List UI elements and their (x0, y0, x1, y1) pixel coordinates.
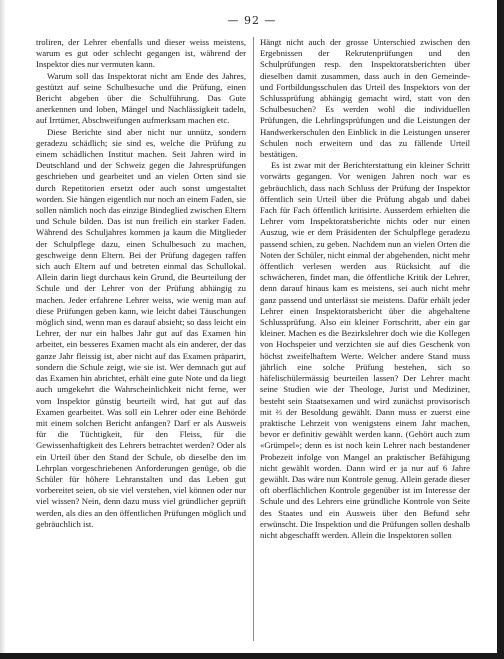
page-border-bottom (0, 653, 504, 659)
paragraph: Diese Berichte sind aber nicht nur unnütz, sondern geradezu schädlich; sie sind es, welche die Prüfung zu einem schädlichen Institut machen. Seit Jahren wird in Deutschland und der Schweiz gegen die Jahresprüfungen geschrieben und gearbeitet und an vielen Orten sind sie durch Repetitorien ersetzt oder auch sonst umgestaltet worden. Sie hängen eigentlich nur noch an einem Faden, sie sollen nämlich noch das einzige Bindeglied zwischen Eltern und Schule bilden. Das ist nun freilich ein starker Faden. Während des Schuljahres kommen ja kaum die Mitglieder der Schulpflege dazu, einen Schulbesuch zu machen, geschweige denn Eltern. Bei der Prüfung dagegen raffen sich auch Eltern auf und betreten einmal das Schullokal. Allein darin liegt durchaus kein Grund, die Beurteilung der Schule und der Lehrer von der Prüfung abhängig zu machen. Jeder erfahrene Lehrer weiss, wie wenig man auf diese Prüfungen geben kann, wie leicht dabei Täuschungen möglich sind, wenn man es darauf absieht; so dass leicht ein Lehrer, der nur ein halbes Jahr gut auf das Examen hin arbeitet, ein besseres Examen macht als ein anderer, der das ganze Jahr fleissig ist, aber nicht auf das Examen präparirt, sondern die Schule zeigt, wie sie ist. Wer demnach gut auf das Examen hin abrichtet, erhält eine gute Note und da liegt auch umgekehrt die Wahrscheinlichkeit nicht ferne, wer vom Inspektor günstig beurteilt wird, hat gut auf das Examen gearbeitet. Was soll ein Lehrer oder eine Behörde mit einem solchen Bericht anfangen? Darf er als Ausweis für die Tüchtigkeit, für den Fleiss, für die Gewissenhaftigkeit des Lehrers betrachtet werden? Oder als ein Urteil über den Stand der Schule, ob dieselbe den im Lehrplan vorgeschriebenen Anforderungen genüge, ob die Schüler für höhere Lehranstalten und das Leben gut vorbereitet seien, ob sie viel verstehen, viel können oder nur viel wissen? Nein, denn dazu muss viel gründlicher geprüft werden, als dies an den öffentlichen Prüfungen möglich und gebräuchlich ist. (36, 126, 246, 529)
column-divider (253, 37, 254, 641)
page-border-right (497, 0, 504, 659)
page-edge-shadow (0, 0, 6, 659)
paragraph: troliren, der Lehrer ebenfalls und dieser weiss meistens, warum es gut oder schlecht gegangen ist, während der Inspektor dies nur vermuten kann. (36, 37, 246, 70)
paragraph: Warum soll das Inspektorat nicht am Ende des Jahres, gestützt auf seine Schulbesuche und die Prüfung, einen Bericht abgeben über die Schulführung. Das Gute anerkennen und loben, Mängel und Nachlässigkeit tadeln, auf Irrtümer, Abschweifungen aufmerksam machen etc. (36, 70, 246, 126)
text-column-right (260, 37, 470, 642)
page-number: — 92 — (227, 14, 277, 27)
paragraph: Es ist zwar mit der Berichterstattung ein kleiner Schritt vorwärts gegangen. Vor wenigen Jahren noch war es gebräuchlich, dass nach Schluss der Prüfung der Inspektor öffentlich sein Urteil über die Prüfung abgab und dabei Fach für Fach öffentlich kritisirte. Ausserdem erhielten die Lehrer vom Inspektoratsberichte nichts oder nur einen Auszug, wie er dem Präsidenten der Schulpflege geradezu passend schien, zu geben. Nachdem nun an vielen Orten die Noten der Schüler, nicht einmal der abgehenden, nicht mehr öffentlich verlesen werden aus Rücksicht auf die schwächeren, findet man, die öffentliche Kritik der Lehrer, denn darauf hinaus kam es meistens, sei auch nicht mehr ganz passend und unterlässt sie meistens. Dafür erhält jeder Lehrer einen Inspektoratsbericht über die abgehaltene Schlussprüfung. Also ein kleiner Fortschritt, aber ein gar kleiner. Machen es die Bezirkslehrer doch wie die Kollegen von Hochspeier und verzichten sie auf dies Geschenk von höchst zweifelhaftem Werte. Welcher andere Stand muss jährlich eine solche Prüfung bestehen, sich so häfelischülermässig beurteilen lassen? Der Lehrer macht seine Studien wie der Theologe, Jurist und Mediziner, besteht sein Staatsexamen und wird zunächst provisorisch mit ⅔ der Besoldung gewählt. Dann muss er zuerst eine praktische Lehrzeit von wenigstens einem Jahr machen, bevor er definitiv gewählt werden kann. (Gehört auch zum «Grümpel»; denn es ist noch kein Lehrer nach bestandener Probezeit infolge von Mangel an praktischer Befähigung nicht gewählt worden. Dann wird er ja nur auf 6 Jahre gewählt. Das wäre nun Kontrole genug. Allein gerade dieser oft oberflächlichen Kontrole gegenüber ist im Interesse der Schule und des Lehrers eine gründliche Kontrole von Seite des Staates und ein Ausweis über den Befund sehr erwünscht. Die Inspektion und die Prüfungen sollen deshalb nicht abgeschafft werden. Allein die Inspektoren sollen (260, 160, 470, 540)
text-column-left (36, 37, 246, 642)
paragraph: Hängt nicht auch der grosse Unterschied zwischen den Ergebnissen der Rekrutenprüfungen und den Schulprüfungen resp. den Inspektoratsberichten über dieselben damit zusammen, dass auch in den Gemeinde- und Fortbildungsschulen das Urteil des Inspektors von der Schlussprüfung abhängig gemacht wird, statt von den Schulbesuchen? Es werden wohl die individuellen Prüfungen, die Lehrlingsprüfungen und die Leistungen der Handwerkerschulen den Einblick in die Leistungen unserer Schulen noch erweitern und das zu fällende Urteil bestätigen. (260, 37, 470, 160)
